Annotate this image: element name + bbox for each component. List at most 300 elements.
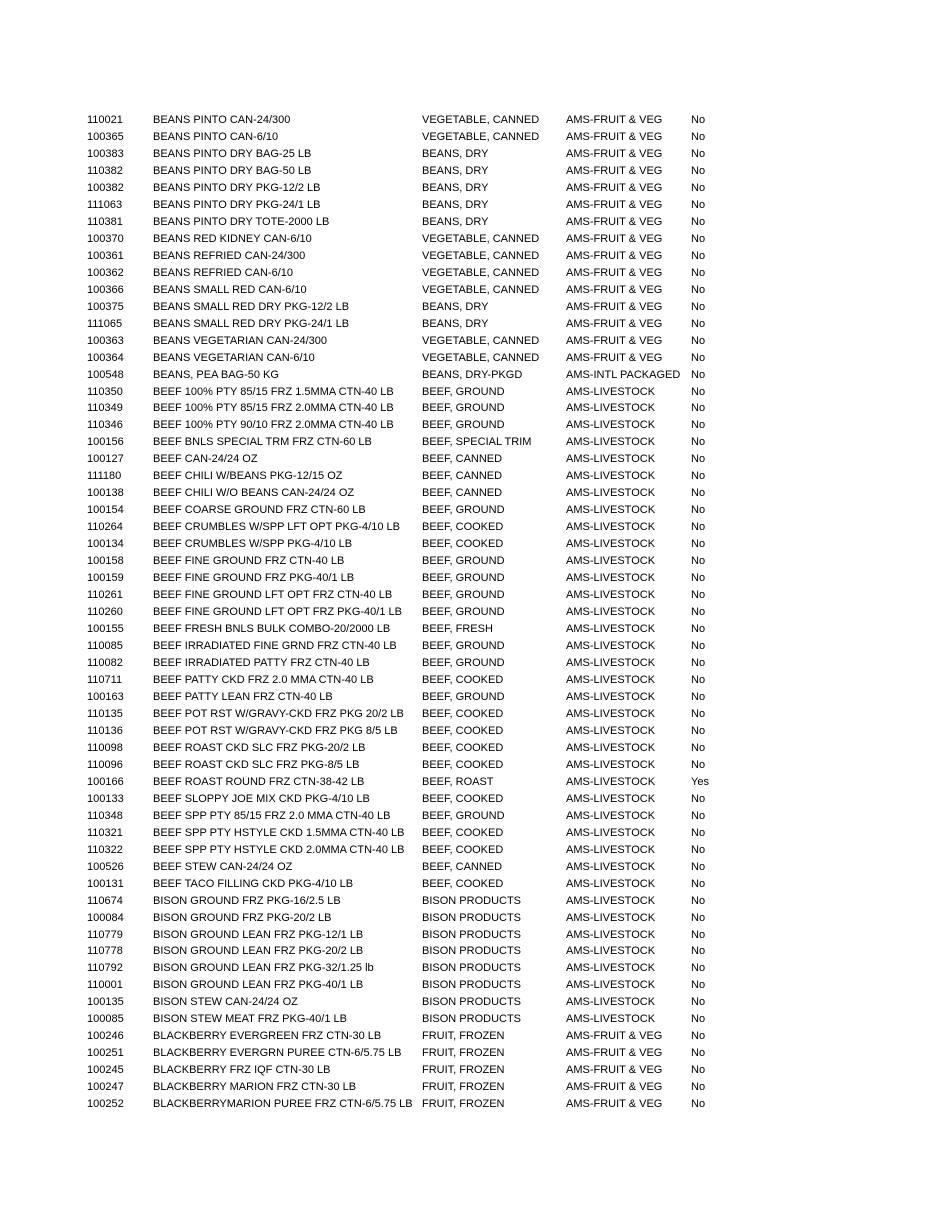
material-category: BEEF, GROUND [422,657,505,669]
agency: AMS-FRUIT & VEG [566,317,663,330]
material-description: BEANS SMALL RED DRY PKG-24/1 LB [153,317,350,330]
table-row [87,1028,847,1045]
material-description: BISON GROUND LEAN FRZ PKG-40/1 LB [153,979,364,992]
agency: AMS-LIVESTOCK [566,623,656,636]
flag-value: No [691,1013,706,1026]
agency: AMS-FRUIT & VEG [566,249,663,262]
material-category: FRUIT, FROZEN [422,1064,505,1077]
material-description: BEANS PINTO CAN-6/10 [153,130,279,143]
material-category: BEEF, FRESH [422,623,493,636]
material-code: 100548 [87,368,124,381]
material-category: VEGETABLE, CANNED [422,266,540,279]
material-category: BEANS, DRY [422,215,489,228]
agency: AMS-FRUIT & VEG [566,130,663,143]
flag-value: No [691,1081,706,1094]
flag-value: No [691,436,706,449]
material-category: BEEF, GROUND [422,555,505,568]
material-category: BISON PRODUCTS [422,945,522,958]
flag-value: No [691,470,706,483]
agency: AMS-LIVESTOCK [566,894,656,907]
flag-value: Yes [691,775,709,788]
flag-value: No [691,215,706,228]
material-code: 100166 [87,775,124,788]
flag-value: No [691,249,706,262]
agency: AMS-LIVESTOCK [566,843,656,856]
material-category: BISON PRODUCTS [422,996,522,1009]
material-code: 110096 [87,758,123,771]
material-description: BEEF POT RST W/GRAVY-CKD FRZ PKG 20/2 LB [153,707,404,720]
material-description: BEEF ROAST CKD SLC FRZ PKG-20/2 LB [153,741,366,754]
material-category: VEGETABLE, CANNED [422,114,540,126]
table-row [87,231,847,248]
material-code: 110349 [87,402,123,415]
flag-value: No [691,640,706,653]
material-category: BEANS, DRY [422,181,489,194]
material-description: BEEF 100% PTY 90/10 FRZ 2.0MMA CTN-40 LB [153,419,394,432]
agency: AMS-FRUIT & VEG [566,198,663,211]
agency: AMS-LIVESTOCK [566,928,656,941]
material-description: BEANS PINTO CAN-24/300 [153,114,291,126]
flag-value: No [691,198,706,211]
material-code: 100127 [87,453,124,466]
agency: AMS-LIVESTOCK [566,521,656,534]
material-code: 100163 [87,690,124,703]
flag-value: No [691,147,706,160]
flag-value: No [691,453,706,466]
material-code: 100135 [87,996,124,1009]
material-category: BEEF, GROUND [422,402,505,415]
agency: AMS-LIVESTOCK [566,775,656,788]
table-row [87,859,847,876]
material-code: 110779 [87,928,123,941]
agency: AMS-LIVESTOCK [566,385,656,398]
agency: AMS-FRUIT & VEG [566,351,663,364]
material-description: BEANS, PEA BAG-50 KG [153,368,279,381]
material-code: 100366 [87,283,124,296]
material-category: VEGETABLE, CANNED [422,249,540,262]
flag-value: No [691,504,706,517]
material-description: BEEF SPP PTY 85/15 FRZ 2.0 MMA CTN-40 LB [153,809,391,822]
agency: AMS-LIVESTOCK [566,741,656,754]
material-description: BEANS VEGETARIAN CAN-24/300 [153,334,328,347]
flag-value: No [691,589,706,602]
material-description: BEANS SMALL RED DRY PKG-12/2 LB [153,300,350,313]
material-description: BISON GROUND FRZ PKG-16/2.5 LB [153,894,341,907]
material-category: BEEF, COOKED [422,673,504,686]
agency: AMS-FRUIT & VEG [566,215,663,228]
material-category: VEGETABLE, CANNED [422,334,540,347]
flag-value: No [691,690,706,703]
material-description: BEEF CRUMBLES W/SPP LFT OPT PKG-4/10 LB [153,521,400,534]
material-category: BEEF, COOKED [422,741,504,754]
agency: AMS-LIVESTOCK [566,826,656,839]
agency: AMS-LIVESTOCK [566,860,656,873]
material-description: BEEF IRRADIATED PATTY FRZ CTN-40 LB [153,657,370,669]
agency: AMS-FRUIT & VEG [566,147,663,160]
flag-value: No [691,521,706,534]
table-row [87,740,847,757]
table-row [87,706,847,723]
material-category: BISON PRODUCTS [422,979,522,992]
flag-value: No [691,402,706,415]
table-row [87,553,847,570]
flag-value: No [691,860,706,873]
agency: AMS-LIVESTOCK [566,792,656,805]
material-code: 100138 [87,487,124,500]
table-row [87,316,847,333]
material-description: BEEF FINE GROUND FRZ CTN-40 LB [153,555,345,568]
material-category: FRUIT, FROZEN [422,1030,505,1043]
material-code: 110085 [87,640,123,653]
flag-value: No [691,385,706,398]
material-description: BEEF COARSE GROUND FRZ CTN-60 LB [153,504,366,517]
agency: AMS-LIVESTOCK [566,1013,656,1026]
material-code: 100382 [87,181,124,194]
material-category: BEEF, COOKED [422,538,504,551]
flag-value: No [691,300,706,313]
table-row [87,791,847,808]
table-row [87,1096,847,1113]
agency: AMS-LIVESTOCK [566,657,656,669]
material-category: BEEF, CANNED [422,487,503,500]
table-row [87,689,847,706]
agency: AMS-LIVESTOCK [566,436,656,449]
table-row [87,570,847,587]
material-description: BEEF PATTY CKD FRZ 2.0 MMA CTN-40 LB [153,673,374,686]
material-description: BEEF ROAST CKD SLC FRZ PKG-8/5 LB [153,758,360,771]
material-code: 100246 [87,1030,124,1043]
material-category: BEEF, ROAST [422,775,494,788]
material-code: 100370 [87,232,124,245]
agency: AMS-LIVESTOCK [566,538,656,551]
material-code: 100156 [87,436,124,449]
material-category: BISON PRODUCTS [422,1013,522,1026]
material-description: BEANS REFRIED CAN-6/10 [153,266,293,279]
material-description: BEANS PINTO DRY BAG-50 LB [153,164,312,177]
material-description: BLACKBERRY EVERGRN PUREE CTN-6/5.75 LB [153,1047,402,1060]
table-row [87,129,847,146]
material-code: 110082 [87,657,123,669]
flag-value: No [691,1064,706,1077]
material-code: 100526 [87,860,124,873]
agency: AMS-FRUIT & VEG [566,232,663,245]
agency: AMS-FRUIT & VEG [566,1098,663,1111]
material-description: BEEF BNLS SPECIAL TRM FRZ CTN-60 LB [153,436,372,449]
agency: AMS-LIVESTOCK [566,470,656,483]
table-row [87,367,847,384]
material-code: 100084 [87,911,124,924]
flag-value: No [691,266,706,279]
material-category: BEANS, DRY [422,198,489,211]
flag-value: No [691,877,706,890]
material-description: BEEF CHILI W/BEANS PKG-12/15 OZ [153,470,343,483]
material-code: 110001 [87,979,123,992]
material-category: BEANS, DRY [422,164,489,177]
table-row [87,180,847,197]
agency: AMS-FRUIT & VEG [566,1047,663,1060]
material-code: 110350 [87,385,123,398]
agency: AMS-FRUIT & VEG [566,283,663,296]
agency: AMS-FRUIT & VEG [566,1030,663,1043]
flag-value: No [691,606,706,619]
material-code: 110346 [87,419,123,432]
flag-value: No [691,368,706,381]
flag-value: No [691,114,706,126]
flag-value: No [691,130,706,143]
flag-value: No [691,792,706,805]
table-row [87,248,847,265]
material-description: BLACKBERRY EVERGREEN FRZ CTN-30 LB [153,1030,382,1043]
material-description: BLACKBERRY MARION FRZ CTN-30 LB [153,1081,357,1094]
material-code: 100363 [87,334,124,347]
table-row [87,214,847,231]
flag-value: No [691,164,706,177]
flag-value: No [691,1047,706,1060]
flag-value: No [691,673,706,686]
material-category: BEEF, GROUND [422,504,505,517]
table-row [87,1045,847,1062]
material-category: VEGETABLE, CANNED [422,130,540,143]
material-category: BEEF, GROUND [422,809,505,822]
agency: AMS-FRUIT & VEG [566,300,663,313]
material-description: BEEF FINE GROUND LFT OPT FRZ CTN-40 LB [153,589,393,602]
material-description: BEEF CHILI W/O BEANS CAN-24/24 OZ [153,487,355,500]
material-code: 100375 [87,300,124,313]
material-category: BEEF, COOKED [422,826,504,839]
material-description: BEEF ROAST ROUND FRZ CTN-38-42 LB [153,775,365,788]
table-row [87,757,847,774]
table-row [87,994,847,1011]
material-code: 100362 [87,266,124,279]
material-description: BEEF SPP PTY HSTYLE CKD 1.5MMA CTN-40 LB [153,826,405,839]
material-code: 100252 [87,1098,124,1111]
material-code: 110135 [87,707,123,720]
table-row [87,519,847,536]
material-category: BEANS, DRY [422,147,489,160]
agency: AMS-LIVESTOCK [566,724,656,737]
material-description: BISON GROUND LEAN FRZ PKG-12/1 LB [153,928,364,941]
table-row [87,163,847,180]
material-code: 111180 [87,470,122,483]
material-category: BEEF, COOKED [422,877,504,890]
flag-value: No [691,809,706,822]
material-code: 100364 [87,351,124,364]
table-row [87,621,847,638]
agency: AMS-LIVESTOCK [566,589,656,602]
material-code: 111063 [87,198,123,211]
agency: AMS-FRUIT & VEG [566,114,663,126]
flag-value: No [691,232,706,245]
table-row [87,468,847,485]
agency: AMS-LIVESTOCK [566,707,656,720]
material-category: BEEF, COOKED [422,843,504,856]
material-category: BEANS, DRY [422,300,489,313]
table-row [87,672,847,689]
agency: AMS-FRUIT & VEG [566,164,663,177]
agency: AMS-LIVESTOCK [566,402,656,415]
material-code: 110321 [87,826,123,839]
material-category: BEEF, CANNED [422,470,503,483]
material-description: BISON GROUND LEAN FRZ PKG-32/1.25 lb [153,962,374,975]
material-description: BLACKBERRY FRZ IQF CTN-30 LB [153,1064,331,1077]
agency: AMS-FRUIT & VEG [566,1064,663,1077]
material-code: 100085 [87,1013,124,1026]
table-row [87,808,847,825]
flag-value: No [691,945,706,958]
agency: AMS-LIVESTOCK [566,640,656,653]
table-row [87,1079,847,1096]
material-code: 110674 [87,894,123,907]
material-description: BISON STEW MEAT FRZ PKG-40/1 LB [153,1013,347,1026]
flag-value: No [691,283,706,296]
table-row [87,876,847,893]
table-row [87,299,847,316]
agency: AMS-FRUIT & VEG [566,181,663,194]
agency: AMS-LIVESTOCK [566,996,656,1009]
table-row [87,842,847,859]
material-code: 110382 [87,164,123,177]
flag-value: No [691,657,706,669]
flag-value: No [691,741,706,754]
table-row [87,774,847,791]
material-code: 100361 [87,249,124,262]
material-description: BEEF IRRADIATED FINE GRND FRZ CTN-40 LB [153,640,397,653]
flag-value: No [691,996,706,1009]
agency: AMS-LIVESTOCK [566,504,656,517]
material-code: 100245 [87,1064,124,1077]
material-description: BEEF POT RST W/GRAVY-CKD FRZ PKG 8/5 LB [153,724,398,737]
table-row [87,333,847,350]
material-description: BEANS PINTO DRY PKG-12/2 LB [153,181,321,194]
table-row [87,638,847,655]
agency: AMS-FRUIT & VEG [566,266,663,279]
material-description: BEANS PINTO DRY BAG-25 LB [153,147,312,160]
agency: AMS-LIVESTOCK [566,690,656,703]
flag-value: No [691,894,706,907]
agency: AMS-LIVESTOCK [566,758,656,771]
table-row [87,400,847,417]
flag-value: No [691,724,706,737]
agency: AMS-LIVESTOCK [566,979,656,992]
material-description: BEEF FINE GROUND LFT OPT FRZ PKG-40/1 LB [153,606,402,619]
material-description: BISON STEW CAN-24/24 OZ [153,996,298,1009]
material-description: BEEF 100% PTY 85/15 FRZ 2.0MMA CTN-40 LB [153,402,394,415]
table-row [87,282,847,299]
material-category: BEEF, GROUND [422,385,505,398]
flag-value: No [691,351,706,364]
flag-value: No [691,623,706,636]
material-description: BEEF CRUMBLES W/SPP PKG-4/10 LB [153,538,353,551]
agency: AMS-LIVESTOCK [566,877,656,890]
flag-value: No [691,317,706,330]
material-code: 110792 [87,962,123,975]
material-description: BEANS PINTO DRY TOTE-2000 LB [153,215,330,228]
material-description: BEEF FINE GROUND FRZ PKG-40/1 LB [153,572,355,585]
material-description: BEANS REFRIED CAN-24/300 [153,249,306,262]
material-category: VEGETABLE, CANNED [422,283,540,296]
material-category: BEEF, GROUND [422,589,505,602]
flag-value: No [691,979,706,992]
flag-value: No [691,538,706,551]
table-row [87,502,847,519]
material-category: BEANS, DRY-PKGD [422,368,523,381]
table-row [87,417,847,434]
agency: AMS-LIVESTOCK [566,962,656,975]
table-row [87,893,847,910]
table-row [87,451,847,468]
table-row [87,350,847,367]
table-row [87,485,847,502]
material-description: BEANS VEGETARIAN CAN-6/10 [153,351,315,364]
agency: AMS-INTL PACKAGED [566,368,681,381]
material-code: 100247 [87,1081,124,1094]
flag-value: No [691,181,706,194]
table-row [87,112,847,129]
table-row [87,434,847,451]
material-category: BEEF, CANNED [422,860,503,873]
flag-value: No [691,758,706,771]
material-description: BLACKBERRYMARION PUREE FRZ CTN-6/5.75 LB [153,1098,413,1111]
material-description: BEANS RED KIDNEY CAN-6/10 [153,232,312,245]
material-code: 110261 [87,589,123,602]
flag-value: No [691,419,706,432]
material-category: BEEF, GROUND [422,419,505,432]
material-description: BEANS SMALL RED CAN-6/10 [153,283,307,296]
material-category: FRUIT, FROZEN [422,1047,505,1060]
table-row [87,977,847,994]
material-category: BEEF, COOKED [422,792,504,805]
material-category: BEEF, CANNED [422,453,503,466]
material-code: 110322 [87,843,123,856]
table-row [87,384,847,401]
agency: AMS-FRUIT & VEG [566,1081,663,1094]
agency: AMS-LIVESTOCK [566,487,656,500]
agency: AMS-LIVESTOCK [566,809,656,822]
table-row [87,604,847,621]
table-row [87,960,847,977]
material-code: 100365 [87,130,124,143]
material-code: 110778 [87,945,123,958]
material-code: 110264 [87,521,123,534]
material-description: BEEF 100% PTY 85/15 FRZ 1.5MMA CTN-40 LB [153,385,394,398]
agency: AMS-LIVESTOCK [566,419,656,432]
agency: AMS-FRUIT & VEG [566,334,663,347]
material-description: BEANS PINTO DRY PKG-24/1 LB [153,198,321,211]
material-code: 110711 [87,673,123,686]
material-category: VEGETABLE, CANNED [422,351,540,364]
flag-value: No [691,572,706,585]
material-category: BEEF, COOKED [422,724,504,737]
agency: AMS-LIVESTOCK [566,911,656,924]
table-row [87,655,847,672]
material-category: BEEF, SPECIAL TRIM [422,436,532,449]
material-code: 100383 [87,147,124,160]
table-row [87,536,847,553]
material-category: BISON PRODUCTS [422,911,522,924]
material-code: 100251 [87,1047,124,1060]
table-row [87,723,847,740]
material-code: 110021 [87,114,123,126]
material-code: 110136 [87,724,123,737]
agency: AMS-LIVESTOCK [566,555,656,568]
material-category: BEEF, GROUND [422,606,505,619]
material-description: BEEF STEW CAN-24/24 OZ [153,860,293,873]
material-description: BISON GROUND FRZ PKG-20/2 LB [153,911,332,924]
material-category: BEEF, GROUND [422,572,505,585]
material-description: BEEF SPP PTY HSTYLE CKD 2.0MMA CTN-40 LB [153,843,405,856]
material-category: BISON PRODUCTS [422,894,522,907]
material-description: BEEF PATTY LEAN FRZ CTN-40 LB [153,690,333,703]
